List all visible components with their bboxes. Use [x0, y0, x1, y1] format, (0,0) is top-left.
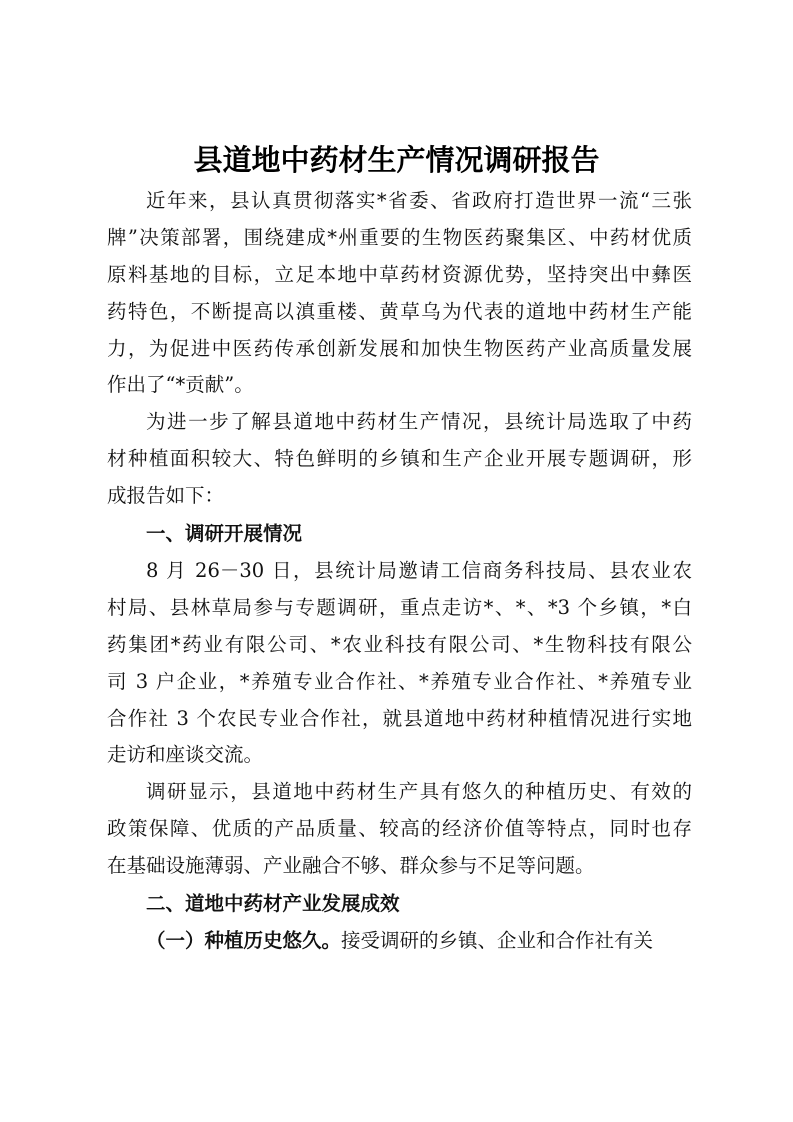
paragraph-intro [107, 183, 692, 404]
sub-heading-1: （一）种植历史悠久。 [146, 929, 342, 953]
paragraph-line: 成报告如下： [107, 484, 225, 508]
paragraph-line: 合作社 3 个农民专业合作社，就县道地中药材种植情况进行实地 [107, 706, 692, 730]
paragraph-line: 药特色，不断提高以滇重楼、黄草乌为代表的道地中药材生产能 [107, 299, 692, 323]
paragraph-survey [107, 553, 692, 774]
paragraph-line: 材种植面积较大、特色鲜明的乡镇和生产企业开展专题调研，形 [107, 447, 692, 471]
paragraph-line: 司 3 户企业，*养殖专业合作社、*养殖专业合作社、*养殖专业 [107, 669, 692, 693]
paragraph-line: 在基础设施薄弱、产业融合不够、群众参与不足等问题。 [107, 854, 595, 878]
paragraph-line: 走访和座谈交流。 [107, 743, 264, 767]
section-heading-1: 一、调研开展情况 [146, 522, 303, 546]
paragraph-line: 近年来，县认真贯彻落实*省委、省政府打造世界一流“三张 [146, 189, 692, 212]
paragraph-line: 为进一步了解县道地中药材生产情况，县统计局选取了中药 [146, 410, 692, 434]
paragraph-line: 作出了“*贡献”。 [107, 373, 254, 397]
paragraph-line: 牌”决策部署，围绕建成*州重要的生物医药聚集区、中药材优质 [107, 225, 692, 249]
paragraph-purpose [107, 404, 692, 515]
document-body [107, 183, 692, 960]
paragraph-line: 村局、县林草局参与专题调研，重点走访*、*、*3 个乡镇，*白 [107, 595, 692, 619]
paragraph-findings [107, 774, 692, 885]
sub-heading-1-text: 接受调研的乡镇、企业和合作社有关 [341, 929, 654, 953]
document-title: 县道地中药材生产情况调研报告 [193, 143, 600, 177]
paragraph-line: 药集团*药业有限公司、*农业科技有限公司、*生物科技有限公 [107, 632, 692, 656]
paragraph-line: 力，为促进中医药传承创新发展和加快生物医药产业高质量发展 [107, 336, 692, 360]
paragraph-line: 原料基地的目标，立足本地中草药材资源优势，坚持突出中彝医 [107, 262, 692, 286]
paragraph-line: 8 月 26－30 日，县统计局邀请工信商务科技局、县农业农 [146, 559, 692, 583]
paragraph-line: 调研显示，县道地中药材生产具有悠久的种植历史、有效的 [146, 780, 692, 804]
section-heading-2: 二、道地中药材产业发展成效 [146, 892, 400, 916]
paragraph-line: 政策保障、优质的产品质量、较高的经济价值等特点，同时也存 [107, 817, 692, 841]
sub-section-line [107, 923, 692, 960]
